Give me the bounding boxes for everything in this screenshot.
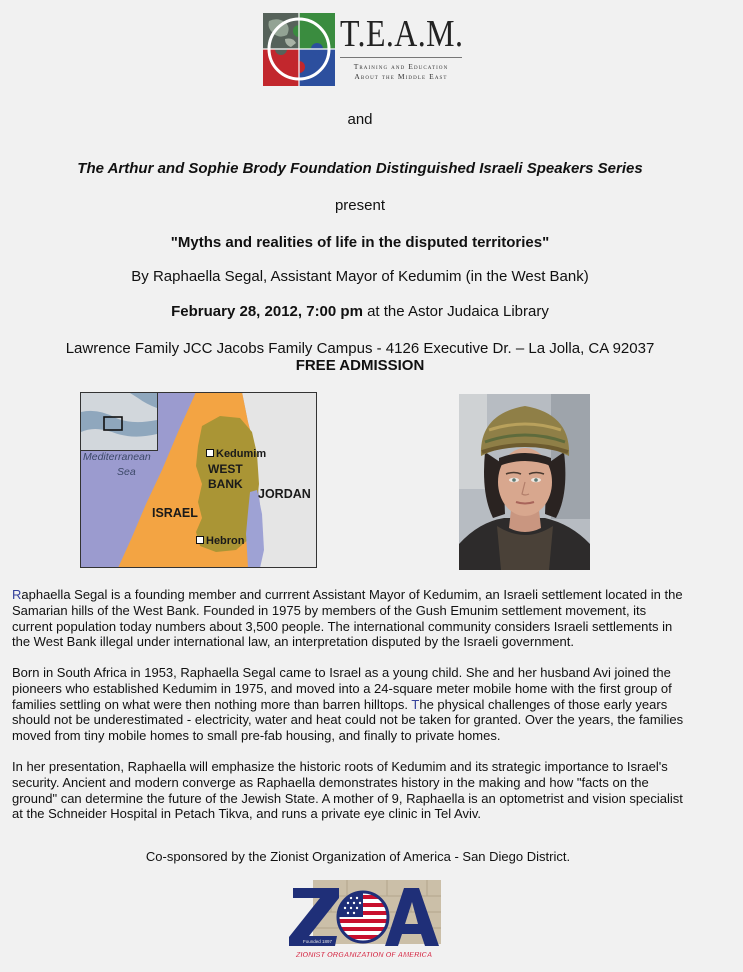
bio-paragraph-2 (12, 665, 683, 744)
event-date: February 28, 2012, 7:00 pm (171, 303, 363, 320)
bio-paragraph-3 (12, 759, 683, 822)
map-label-bank: BANK (208, 477, 243, 491)
byline: By Raphaella Segal, Assistant Mayor of Kedumim (in the West Bank) (131, 268, 589, 285)
map-inset (81, 393, 158, 451)
zoa-founded-text: Founded 1897 (303, 939, 333, 944)
event-address: Lawrence Family JCC Jacobs Family Campus - 4126 Executive Dr. – La Jolla, CA 92037 (65, 340, 655, 357)
admission-text: FREE ADMISSION (295, 357, 425, 374)
date-venue-line (0, 303, 720, 321)
bio-p2-line3-b: he physical challenges of those early years (419, 696, 668, 712)
bio-p1-line1-text: aphaella Segal is a founding member and currrent Assistant Mayor of Kedumim, an Israeli settlement located in the (21, 587, 683, 602)
team-logo-graphic (263, 13, 335, 86)
team-logo-tagline-1: Training and Education (353, 62, 449, 71)
map-label-sea-2: Sea (117, 466, 136, 478)
bio-p2-line3-a: families settling on what were then nothing more than barren hilltops. (12, 696, 412, 712)
bio-p1-line: current population today numbers about 3,500 people. The international community considers Israeli settlements in (12, 618, 673, 634)
hebron-marker-icon (197, 537, 204, 544)
bio-p2-line: pioneers who established Kedumim in 1975, and moved into a 24-square meter mobile home with the first group of (12, 680, 672, 696)
bio-p1-line: the West Bank illegal under international law, an interpretation disputed by the Israeli government. (12, 634, 574, 650)
zoa-logo (287, 880, 441, 960)
map-label-hebron: Hebron (206, 535, 245, 547)
bio-p3-line: In her presentation, Raphaella will emphasize the historic roots of Kedumim and its strategic importance to Israel's (12, 759, 668, 774)
team-logo-rule (340, 57, 462, 58)
bio-p1-line: Samarian hills of the West Bank. Founded in 1975 by members of the Gush Emunim settlement movement, its (12, 602, 647, 618)
team-logo-puzzle-icon (263, 13, 335, 86)
bio-p2-line: should not be underestimated - electricity, water and heat could not be taken for granted. Over the years, the families (12, 712, 684, 728)
map-label-jordan: JORDAN (258, 487, 311, 501)
zoa-name-text: ZIONIST ORGANIZATION OF AMERICA (295, 950, 433, 959)
map-label-israel: ISRAEL (152, 506, 198, 520)
series-name: The Arthur and Sophie Brody Foundation Distinguished Israeli Speakers Series (77, 160, 643, 177)
event-venue: at the Astor Judaica Library (362, 303, 549, 320)
bio-p2-line: moved from tiny mobile homes to small pre-fab housing, and finally to private homes. (12, 728, 501, 744)
map-label-west: WEST (208, 462, 243, 476)
bio-p1-initial: R (12, 587, 22, 602)
team-logo-tagline-2: About the Middle East (354, 72, 448, 81)
bio-p2-line: Born in South Africa in 1953, Raphaella Segal came to Israel as a young child. She and her husband Avi joined the (12, 665, 671, 680)
bio-p3-line: security. Ancient and modern converge as Raphaella demonstrates history in the making and how "facts on the (12, 774, 649, 790)
bio-p2-line3-accent: T (411, 696, 420, 712)
kedumim-marker-icon (207, 450, 214, 457)
region-map (80, 392, 317, 568)
team-logo-title: T.E.A.M. (340, 13, 464, 55)
map-label-kedumim: Kedumim (216, 448, 267, 460)
map-label-sea-1: Mediterranean (83, 451, 151, 463)
bio-p3-line: ground" can determine the future of the Jewish State. A mother of 9, Raphaella is an optometrist and vision specialist (12, 790, 683, 806)
present-text: present (334, 197, 386, 214)
bio-p3-line: at the Schneider Hospital in Petach Tikva, and runs a private eye clinic in Tel Aviv. (12, 806, 481, 822)
bio-paragraph-1 (12, 587, 683, 650)
cosponsor-text: Co-sponsored by the Zionist Organization of America - San Diego District. (145, 849, 571, 864)
bio-p2-line (12, 697, 683, 713)
talk-title: "Myths and realities of life in the disputed territories" (170, 234, 550, 251)
and-text: and (347, 111, 373, 128)
bio-p1-line (12, 587, 683, 603)
speaker-photo (459, 394, 590, 570)
